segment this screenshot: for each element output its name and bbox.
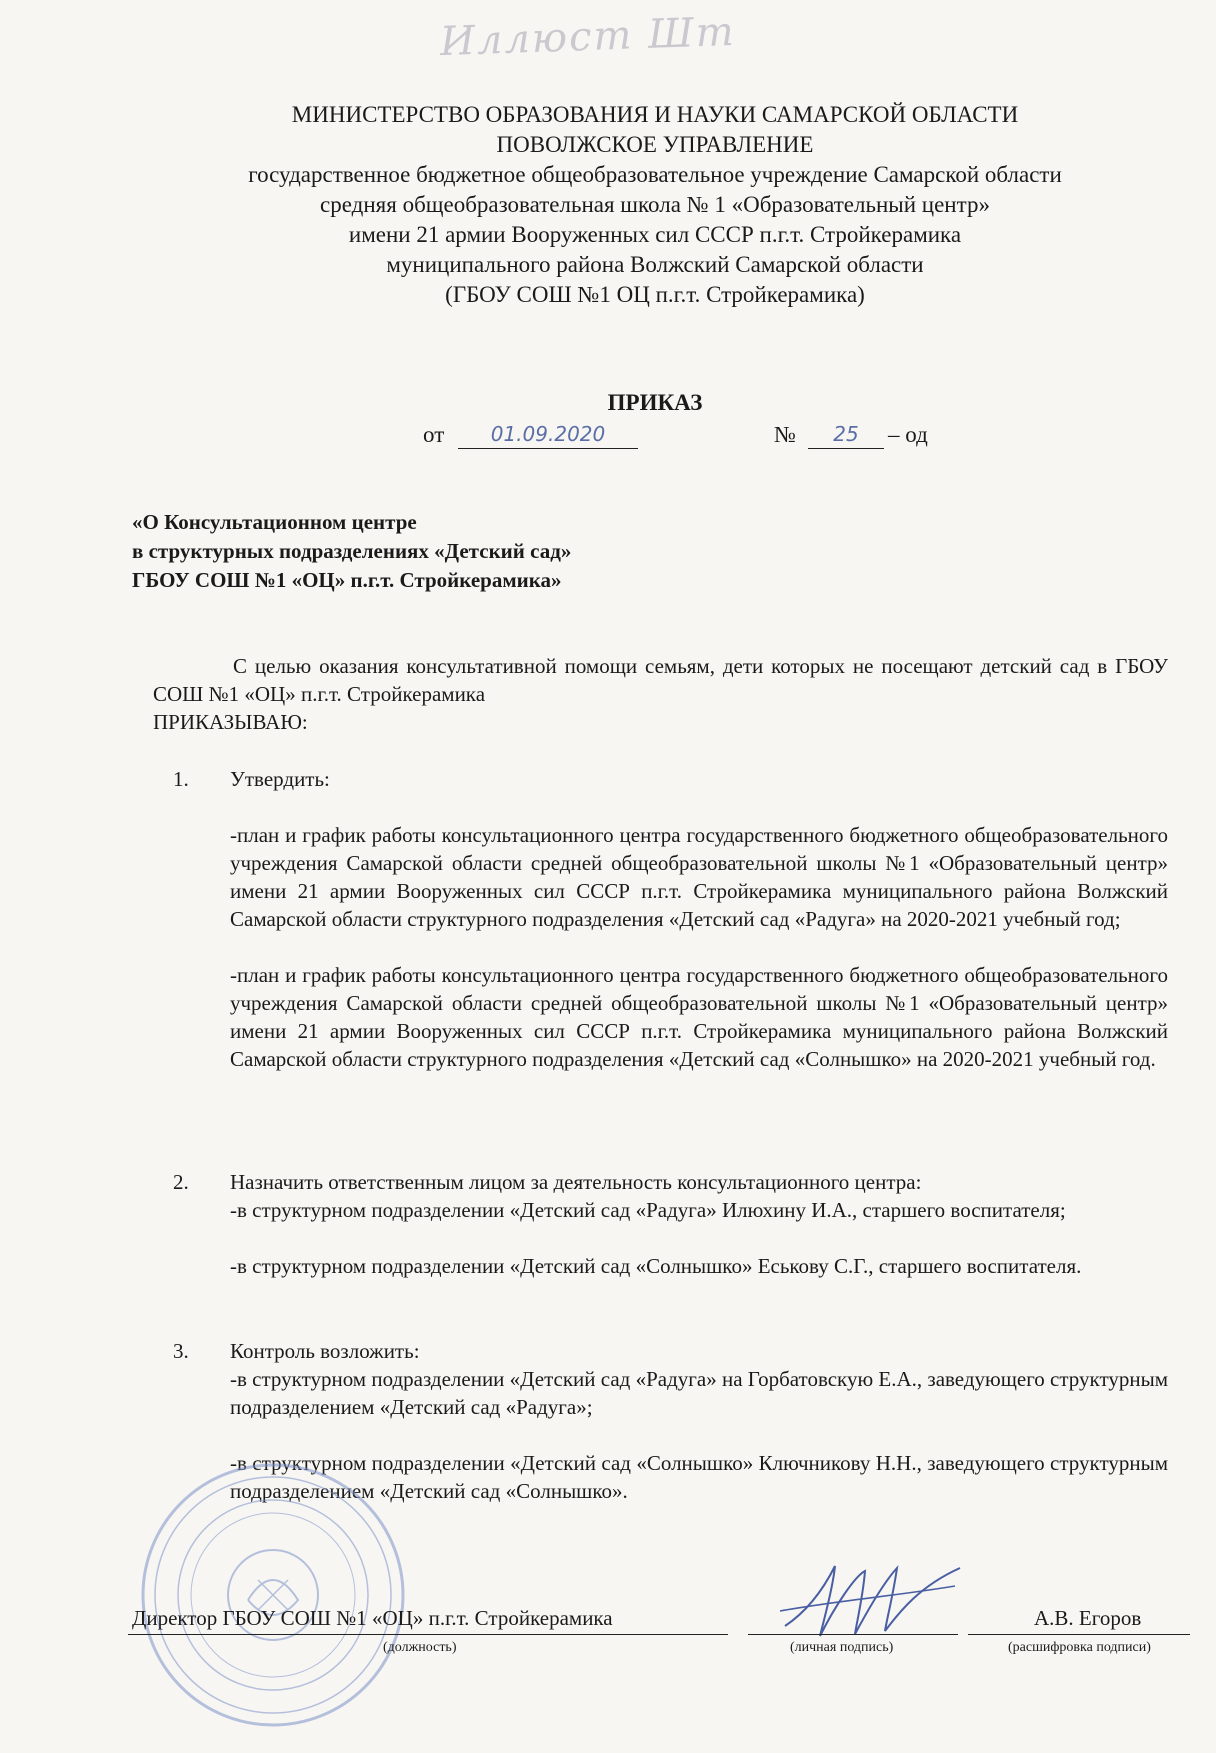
item-heading: Утвердить: — [230, 767, 330, 791]
name-underline — [968, 1634, 1190, 1635]
item-heading: Контроль возложить: — [230, 1339, 420, 1363]
position-underline — [128, 1634, 728, 1635]
order-date-prefix: от — [423, 422, 445, 447]
subject-line: в структурных подразделениях «Детский сад» — [132, 539, 572, 563]
item-paragraph: -план и график работы консультационного центра государственного бюджетного общеобразовательного учреждения Самарской области средней общеобразовательной школы №1 «Образовательный центр» имени 21 армии Вооруженных сил СССР п.г.т. Стройкерамика муниципального района Волжский Самарской области структурного подразделения «Детский сад «Радуга» на 2020-2021 учебный год; — [230, 823, 1168, 931]
item-paragraph: -в структурном подразделении «Детский сад «Солнышко» Ключникову Н.Н., заведующего структурным подразделением «Детский сад «Солнышко». — [230, 1451, 1168, 1503]
header-line: имени 21 армии Вооруженных сил СССР п.г.т. Стройкерамика — [348, 222, 962, 247]
organization-header — [140, 100, 1170, 310]
handwritten-corner-note: Иллюст Шт — [439, 8, 737, 66]
preamble — [153, 652, 1168, 736]
item-body — [230, 1168, 1168, 1280]
item-paragraph: -план и график работы консультационного центра государственного бюджетного общеобразовательного учреждения Самарской области средней общеобразовательной школы №1 «Образовательный центр» имени 21 армии Вооруженных сил СССР п.г.т. Стройкерамика муниципального района Волжский Самарской области структурного подразделения «Детский сад «Солнышко» на 2020-2021 учебный год. — [230, 963, 1168, 1071]
official-seal-stamp — [138, 1460, 408, 1730]
header-line: государственное бюджетное общеобразовательное учреждение Самарской области — [248, 162, 1062, 187]
header-line: ПОВОЛЖСКОЕ УПРАВЛЕНИЕ — [496, 132, 814, 157]
name-caption: (расшифровка подписи) — [1008, 1640, 1151, 1655]
signature-caption: (личная подпись) — [790, 1640, 894, 1655]
order-subject — [132, 508, 832, 595]
order-title: ПРИКАЗ — [607, 390, 703, 415]
header-line: средняя общеобразовательная школа № 1 «Образовательный центр» — [320, 192, 990, 217]
signature-block — [0, 1606, 1216, 1666]
order-date-field: 01.09.2020 — [458, 422, 638, 449]
subject-line: «О Консультационном центре — [132, 510, 417, 534]
item-number: 1. — [173, 767, 189, 791]
preamble-text: С целью оказания консультативной помощи семьям, дети которых не посещают детский сад в ГБОУ СОШ №1 «ОЦ» п.г.т. Стройкерамика — [153, 654, 1168, 706]
order-number-suffix: – од — [888, 422, 928, 447]
item-number: 2. — [173, 1170, 189, 1194]
signature-underline — [748, 1634, 958, 1635]
header-line: МИНИСТЕРСТВО ОБРАЗОВАНИЯ И НАУКИ САМАРСКОЙ ОБЛАСТИ — [291, 102, 1019, 127]
item-body — [230, 765, 1168, 1073]
item-paragraph: -в структурном подразделении «Детский сад «Радуга» Илюхину И.А., старшего воспитателя; — [230, 1198, 1066, 1222]
subject-line: ГБОУ СОШ №1 «ОЦ» п.г.т. Стройкерамика» — [132, 568, 562, 592]
signer-name: А.В. Егоров — [1034, 1606, 1142, 1630]
order-number-field: 25 — [808, 422, 884, 449]
item-paragraph: -в структурном подразделении «Детский сад «Солнышко» Еськову С.Г., старшего воспитателя. — [230, 1254, 1082, 1278]
header-line: муниципального района Волжский Самарской области — [386, 252, 924, 277]
item-number: 3. — [173, 1339, 189, 1363]
position-caption: (должность) — [383, 1640, 457, 1655]
signer-position: Директор ГБОУ СОШ №1 «ОЦ» п.г.т. Стройкерамика — [132, 1606, 613, 1630]
order-number-prefix: № — [774, 422, 796, 447]
item-paragraph: -в структурном подразделении «Детский сад «Радуга» на Горбатовскую Е.А., заведующего структурным подразделением «Детский сад «Радуга»; — [230, 1367, 1168, 1419]
order-directive: ПРИКАЗЫВАЮ: — [153, 710, 308, 734]
header-line: (ГБОУ СОШ №1 ОЦ п.г.т. Стройкерамика) — [445, 282, 865, 307]
order-date-number-line — [140, 422, 1170, 454]
item-heading: Назначить ответственным лицом за деятельность консультационного центра: — [230, 1170, 922, 1194]
